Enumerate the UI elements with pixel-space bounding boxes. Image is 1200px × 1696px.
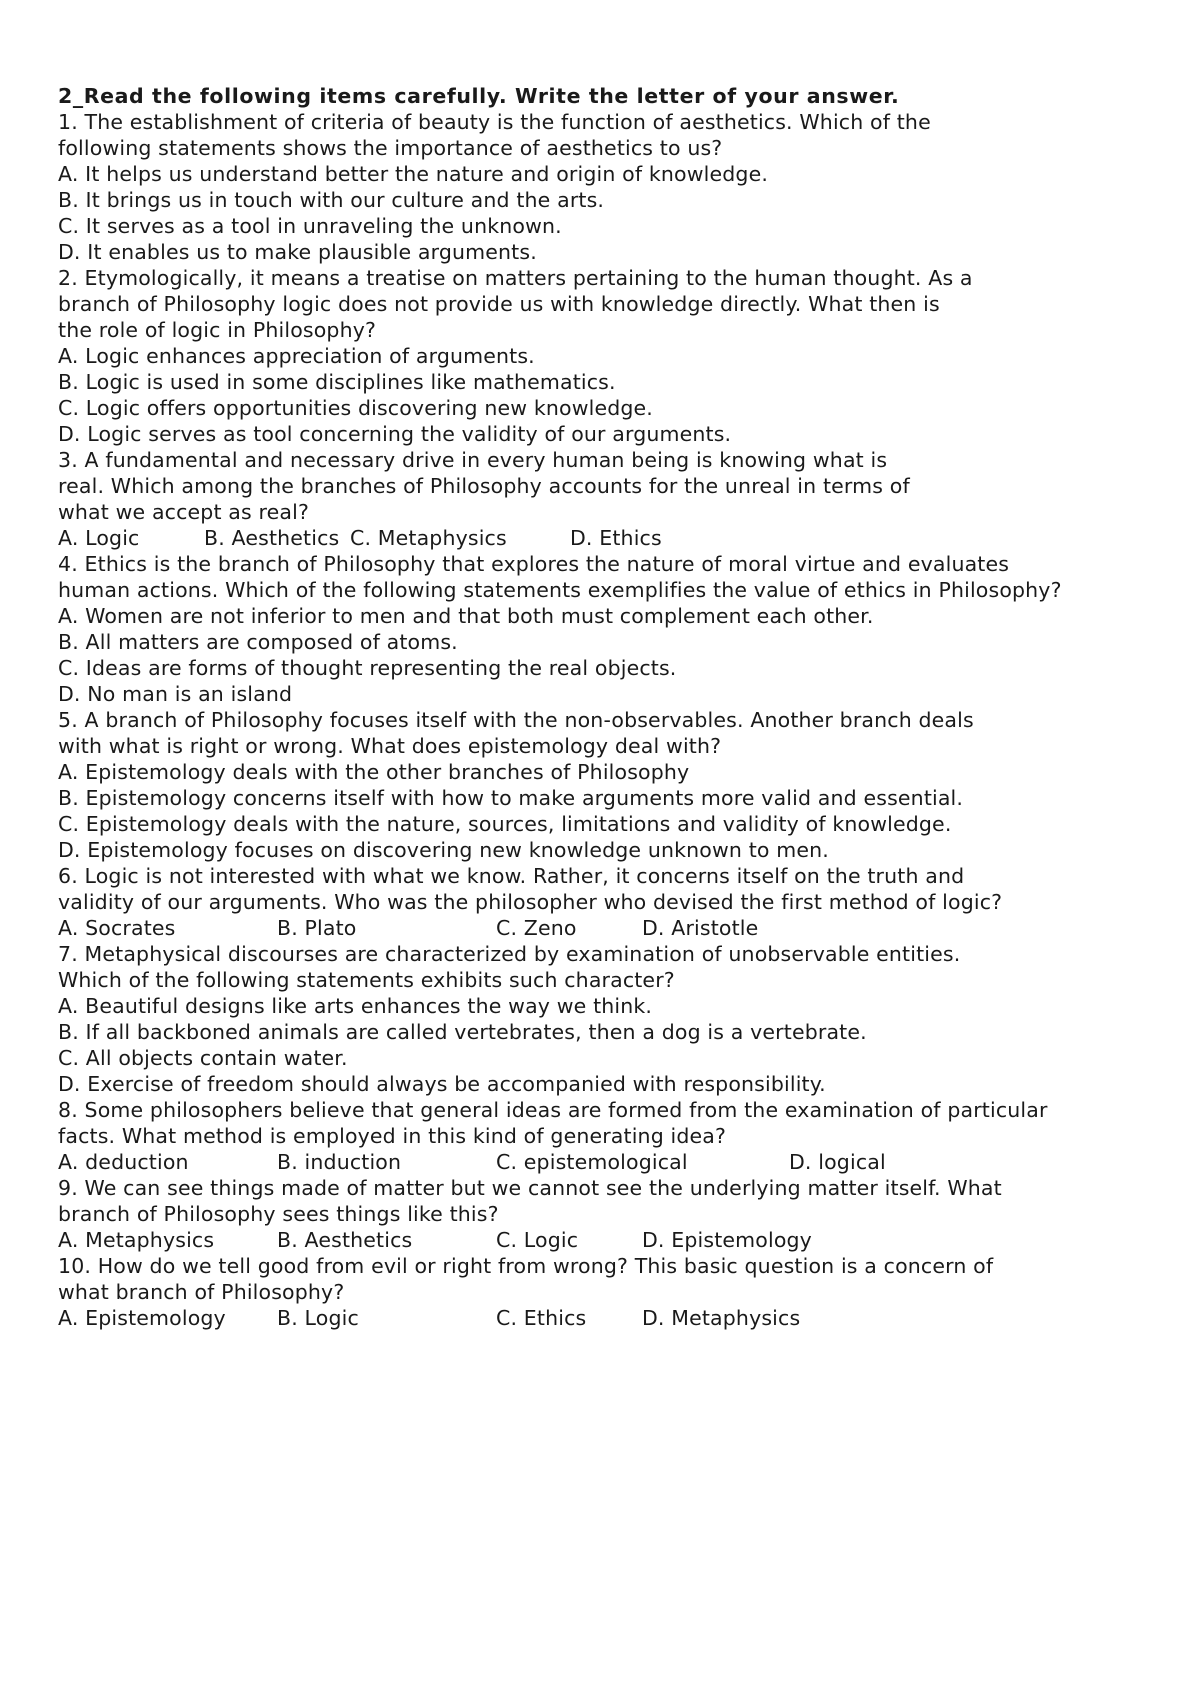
- answer-option: A. Women are not inferior to men and that both must complement each other.: [58, 604, 874, 628]
- answer-option: D. logical: [789, 1150, 886, 1174]
- inline-options-row: [58, 1227, 1168, 1253]
- answer-option: A. Logic: [58, 526, 140, 550]
- answer-option: A. deduction: [58, 1150, 189, 1174]
- answer-option: C. Zeno: [496, 916, 577, 940]
- quiz-content: [58, 83, 1168, 1331]
- answer-option: B. It brings us in touch with our culture and the arts.: [58, 188, 605, 212]
- answer-option: C. Metaphysics: [350, 526, 507, 550]
- question-stem-line: branch of Philosophy logic does not provide us with knowledge directly. What then is: [58, 292, 940, 316]
- instructions-heading: 2_Read the following items carefully. Write the letter of your answer.: [58, 84, 900, 108]
- answer-option: D. Exercise of freedom should always be accompanied with responsibility.: [58, 1072, 826, 1096]
- question-7: [58, 941, 1168, 1097]
- answer-option: B. Logic: [277, 1306, 359, 1330]
- question-stem-line: 8. Some philosophers believe that general ideas are formed from the examination of particular: [58, 1098, 1048, 1122]
- answer-option: A. Socrates: [58, 916, 176, 940]
- answer-option: A. Metaphysics: [58, 1228, 215, 1252]
- answer-option: C. Logic offers opportunities discovering new knowledge.: [58, 396, 653, 420]
- inline-options-row: [58, 915, 1168, 941]
- question-stem-line: what we accept as real?: [58, 500, 309, 524]
- question-stem-line: Which of the following statements exhibits such character?: [58, 968, 675, 992]
- question-6: [58, 863, 1168, 941]
- question-stem-line: the role of logic in Philosophy?: [58, 318, 377, 342]
- question-9: [58, 1175, 1168, 1253]
- question-stem-line: human actions. Which of the following statements exemplifies the value of ethics in Philosophy?: [58, 578, 1062, 602]
- answer-option: B. Aesthetics: [277, 1228, 413, 1252]
- answer-option: C. Ethics: [496, 1306, 587, 1330]
- question-5: [58, 707, 1168, 863]
- answer-option: A. It helps us understand better the nature and origin of knowledge.: [58, 162, 769, 186]
- question-stem-line: branch of Philosophy sees things like this?: [58, 1202, 499, 1226]
- answer-option: D. Ethics: [570, 526, 662, 550]
- question-stem-line: 1. The establishment of criteria of beauty is the function of aesthetics. Which of the: [58, 110, 931, 134]
- answer-option: C. It serves as a tool in unraveling the unknown.: [58, 214, 562, 238]
- question-stem-line: 3. A fundamental and necessary drive in every human being is knowing what is: [58, 448, 888, 472]
- question-stem-line: following statements shows the importance of aesthetics to us?: [58, 136, 723, 160]
- answer-option: B. If all backboned animals are called vertebrates, then a dog is a vertebrate.: [58, 1020, 867, 1044]
- question-stem-line: validity of our arguments. Who was the philosopher who devised the first method of logic?: [58, 890, 1003, 914]
- question-stem-line: 6. Logic is not interested with what we know. Rather, it concerns itself on the truth and: [58, 864, 965, 888]
- inline-options-row: [58, 525, 1168, 551]
- answer-option: C. All objects contain water.: [58, 1046, 348, 1070]
- answer-option: D. Metaphysics: [642, 1306, 801, 1330]
- question-stem-line: 5. A branch of Philosophy focuses itself with the non-observables. Another branch deals: [58, 708, 974, 732]
- answer-option: D. No man is an island: [58, 682, 293, 706]
- answer-option: A. Epistemology deals with the other branches of Philosophy: [58, 760, 690, 784]
- question-stem-line: real. Which among the branches of Philosophy accounts for the unreal in terms of: [58, 474, 910, 498]
- answer-option: B. All matters are composed of atoms.: [58, 630, 458, 654]
- question-1: [58, 109, 1168, 265]
- answer-option: B. Epistemology concerns itself with how to make arguments more valid and essential.: [58, 786, 964, 810]
- answer-option: A. Logic enhances appreciation of arguments.: [58, 344, 535, 368]
- answer-option: B. Aesthetics: [204, 526, 340, 550]
- answer-option: A. Epistemology: [58, 1306, 226, 1330]
- question-stem-line: 10. How do we tell good from evil or right from wrong? This basic question is a concern of: [58, 1254, 994, 1278]
- answer-option: D. Aristotle: [642, 916, 759, 940]
- answer-option: C. Ideas are forms of thought representing the real objects.: [58, 656, 677, 680]
- question-10: [58, 1253, 1168, 1331]
- answer-option: A. Beautiful designs like arts enhances the way we think.: [58, 994, 653, 1018]
- question-stem-line: 9. We can see things made of matter but we cannot see the underlying matter itself. What: [58, 1176, 1002, 1200]
- question-stem-line: facts. What method is employed in this kind of generating idea?: [58, 1124, 727, 1148]
- inline-options-row: [58, 1305, 1168, 1331]
- answer-option: C. Logic: [496, 1228, 579, 1252]
- answer-option: B. induction: [277, 1150, 402, 1174]
- question-stem-line: with what is right or wrong. What does epistemology deal with?: [58, 734, 722, 758]
- question-stem-line: 2. Etymologically, it means a treatise on matters pertaining to the human thought. As a: [58, 266, 973, 290]
- answer-option: B. Plato: [277, 916, 357, 940]
- answer-option: D. Logic serves as tool concerning the validity of our arguments.: [58, 422, 732, 446]
- answer-option: B. Logic is used in some disciplines like mathematics.: [58, 370, 616, 394]
- question-stem-line: what branch of Philosophy?: [58, 1280, 345, 1304]
- answer-option: D. It enables us to make plausible arguments.: [58, 240, 537, 264]
- question-stem-line: 7. Metaphysical discourses are characterized by examination of unobservable entities.: [58, 942, 961, 966]
- answer-option: D. Epistemology focuses on discovering new knowledge unknown to men.: [58, 838, 829, 862]
- question-2: [58, 265, 1168, 447]
- inline-options-row: [58, 1149, 1168, 1175]
- question-4: [58, 551, 1168, 707]
- question-8: [58, 1097, 1168, 1175]
- answer-option: D. Epistemology: [642, 1228, 812, 1252]
- question-3: [58, 447, 1168, 551]
- question-stem-line: 4. Ethics is the branch of Philosophy that explores the nature of moral virtue and evaluates: [58, 552, 1010, 576]
- answer-option: C. epistemological: [496, 1150, 688, 1174]
- answer-option: C. Epistemology deals with the nature, sources, limitations and validity of knowledge.: [58, 812, 952, 836]
